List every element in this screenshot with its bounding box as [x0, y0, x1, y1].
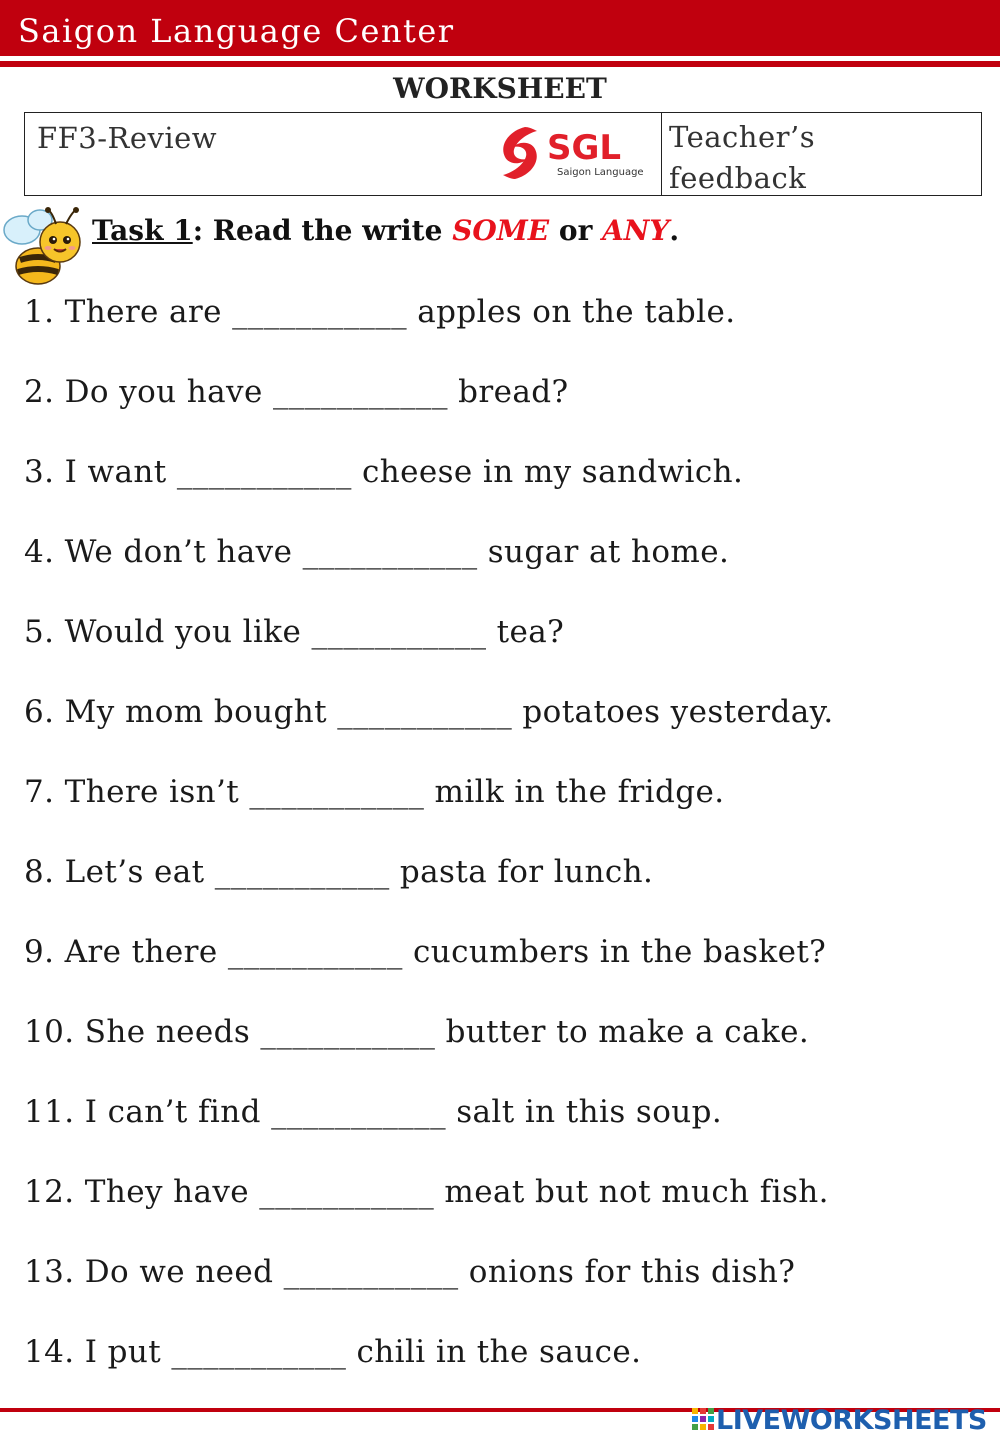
worksheet-title: WORKSHEET: [393, 72, 607, 105]
keyword-some: SOME: [452, 214, 550, 247]
bee-icon: [0, 204, 88, 288]
question-3: 3. I want ___________ cheese in my sandwich.: [24, 454, 744, 490]
keyword-any: ANY: [602, 214, 670, 247]
question-7: 7. There isn’t ___________ milk in the fridge.: [24, 774, 725, 810]
question-1: 1. There are ___________ apples on the table.: [24, 294, 736, 330]
question-13: 13. Do we need ___________ onions for this dish?: [24, 1254, 796, 1290]
sgl-logo: [495, 119, 651, 185]
question-list: [24, 290, 984, 1410]
question-12: 12. They have ___________ meat but not much fish.: [24, 1174, 829, 1210]
question-10: 10. She needs ___________ butter to make a cake.: [24, 1014, 810, 1050]
center-name: Saigon Language Center: [18, 12, 455, 50]
liveworksheets-text: LIVEWORKSHEETS: [716, 1405, 987, 1436]
liveworksheets-logo-icon: [692, 1408, 714, 1434]
question-6: 6. My mom bought ___________ potatoes yesterday.: [24, 694, 834, 730]
course-cell: [25, 113, 662, 195]
course-name: FF3-Review: [37, 121, 218, 155]
task-end: .: [669, 214, 680, 247]
feedback-label-line1: Teacher’s: [669, 120, 816, 154]
svg-text:SGL: SGL: [547, 128, 622, 168]
task-instruction-text: : Read the write: [192, 214, 453, 247]
question-8: 8. Let’s eat ___________ pasta for lunch.: [24, 854, 654, 890]
question-2: 2. Do you have ___________ bread?: [24, 374, 569, 410]
svg-text:Saigon Language: Saigon Language: [557, 167, 644, 178]
task-connector: or: [549, 214, 603, 247]
top-divider: [0, 61, 1000, 67]
info-table: [24, 112, 982, 196]
feedback-label-line2: feedback: [669, 161, 807, 195]
liveworksheets-brand[interactable]: [692, 1404, 992, 1438]
question-9: 9. Are there ___________ cucumbers in the basket?: [24, 934, 827, 970]
feedback-cell: [669, 117, 969, 199]
question-4: 4. We don’t have ___________ sugar at home.: [24, 534, 730, 570]
task-instruction: [92, 214, 679, 247]
question-5: 5. Would you like ___________ tea?: [24, 614, 565, 650]
task-label: Task 1: [92, 214, 193, 247]
question-11: 11. I can’t find ___________ salt in this soup.: [24, 1094, 723, 1130]
top-banner: [0, 0, 1000, 56]
question-14: 14. I put ___________ chili in the sauce.: [24, 1334, 642, 1370]
